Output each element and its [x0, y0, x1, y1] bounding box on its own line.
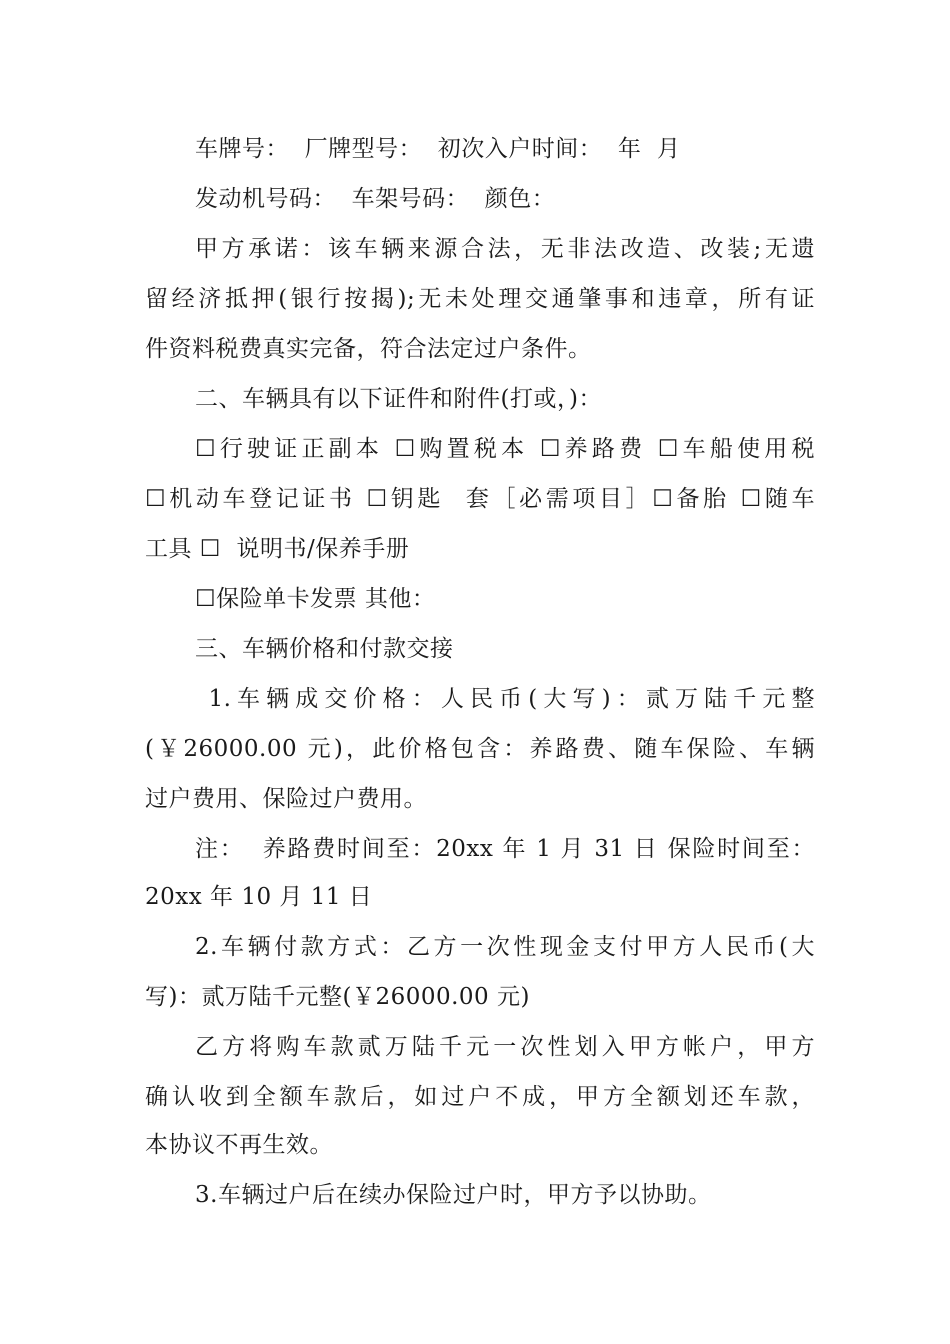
transfer-clause-line-3: 本协议不再生效。: [145, 1132, 333, 1158]
engine-frame-color-line: 发动机号码： 车架号码： 颜色：: [195, 186, 556, 212]
note-line-2: 20xx 年 10 月 11 日: [145, 884, 373, 910]
transfer-clause-line-2: 确认收到全额车款后，如过户不成，甲方全额划还车款，: [145, 1084, 815, 1110]
party-a-commitment-line-3: 件资料税费真实完备，符合法定过户条件。: [145, 336, 592, 362]
section-three-heading: 三、车辆价格和付款交接: [195, 636, 454, 662]
section-two-heading: 二、车辆具有以下证件和附件(打或，)：: [195, 386, 602, 412]
price-clause-line-1: 1.车辆成交价格：人民币(大写)：贰万陆千元整: [195, 686, 815, 712]
payment-method-line-1: 2.车辆付款方式：乙方一次性现金支付甲方人民币(大: [195, 934, 815, 960]
documents-checklist-line-1: ☐行驶证正副本 ☐购置税本 ☐养路费 ☐车船使用税: [195, 436, 815, 462]
price-clause-line-3: 过户费用、保险过户费用。: [145, 786, 427, 812]
vehicle-plate-model-registration-line: 车牌号： 厂牌型号： 初次入户时间： 年 月: [195, 136, 681, 162]
payment-method-line-2: 写)：贰万陆千元整(￥26000.00 元): [145, 984, 530, 1010]
documents-checklist-line-2: ☐机动车登记证书 ☐钥匙 套［必需项目］☐备胎 ☐随车: [145, 486, 815, 512]
note-line-1: 注： 养路费时间至：20xx 年 1 月 31 日 保险时间至：: [195, 836, 815, 862]
party-a-commitment-line-1: 甲方承诺：该车辆来源合法，无非法改造、改装;无遗: [195, 236, 815, 262]
price-clause-line-2: (￥26000.00 元)，此价格包含：养路费、随车保险、车辆: [145, 736, 815, 762]
party-a-commitment-line-2: 留经济抵押(银行按揭);无未处理交通肇事和违章，所有证: [145, 286, 815, 312]
documents-checklist-line-4: ☐保险单卡发票 其他：: [195, 586, 436, 612]
transfer-clause-line-1: 乙方将购车款贰万陆千元一次性划入甲方帐户，甲方: [195, 1034, 815, 1060]
documents-checklist-line-3: 工具 ☐ 说明书/保养手册: [145, 536, 410, 562]
insurance-assist-line: 3.车辆过户后在续办保险过户时，甲方予以协助。: [195, 1182, 712, 1208]
